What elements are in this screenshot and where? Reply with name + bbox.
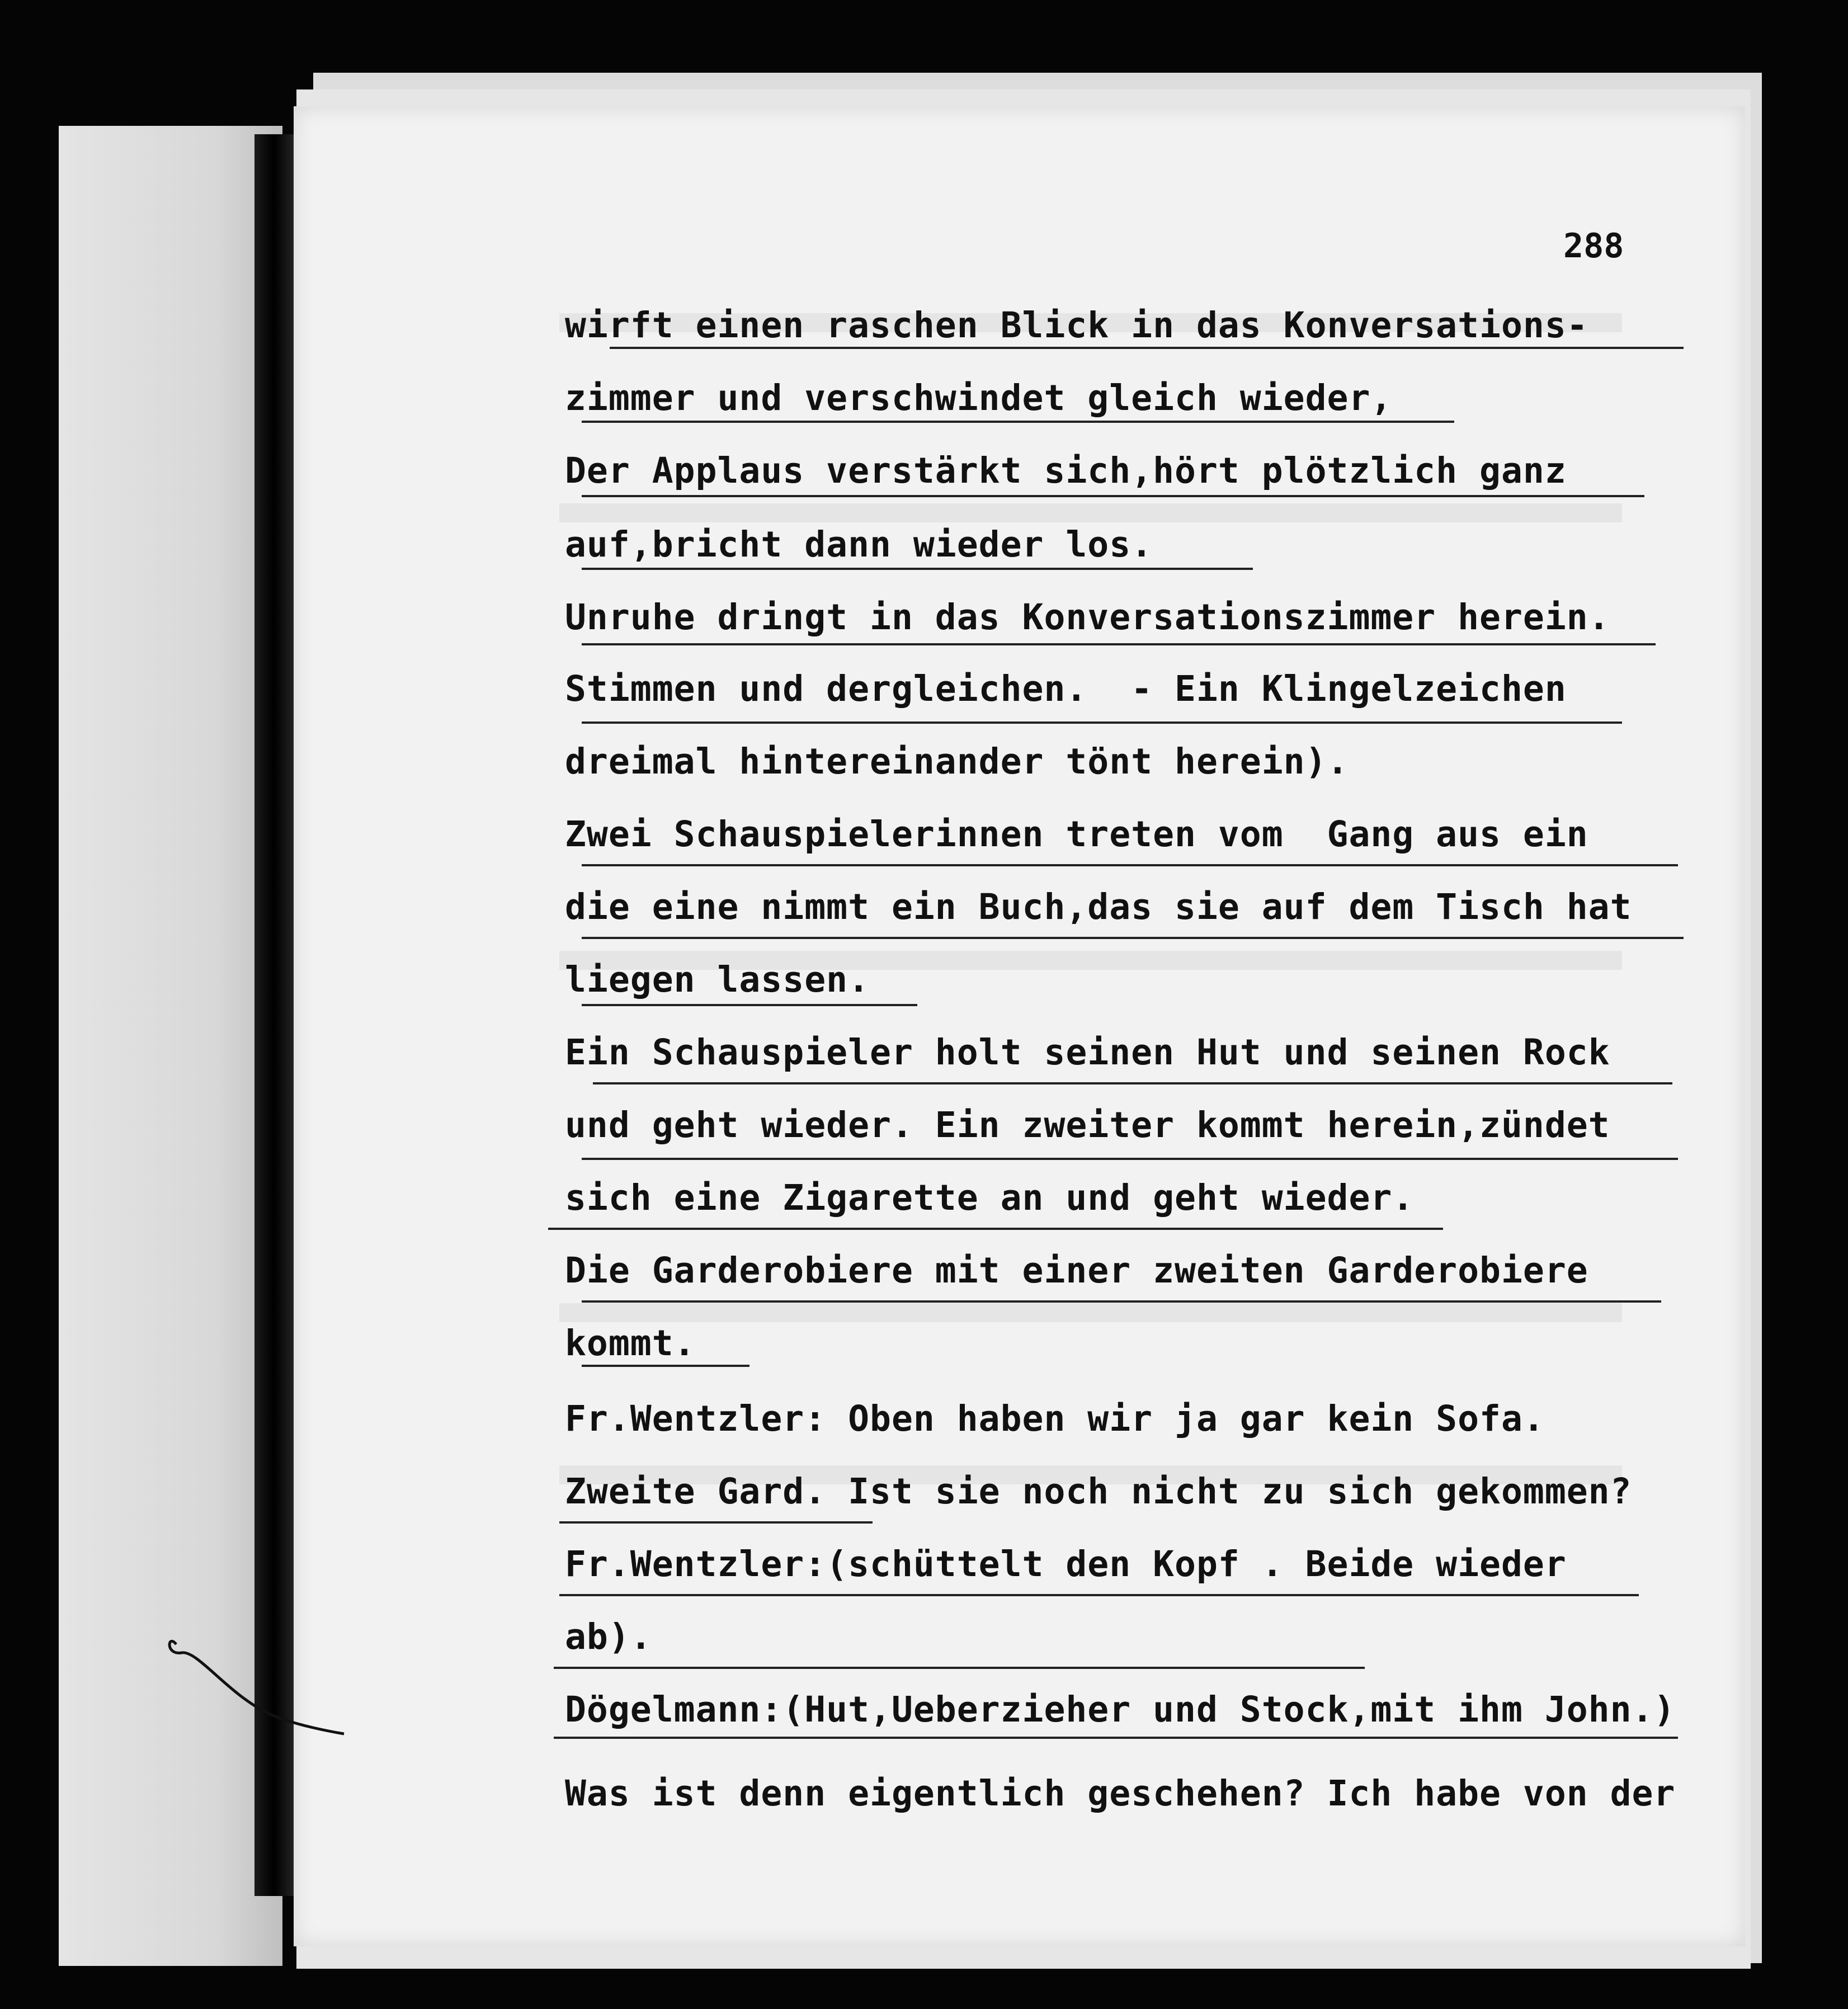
underline <box>559 1594 1639 1596</box>
text-line: Dögelmann:(Hut,Ueberzieher und Stock,mit ihm John.) <box>565 1689 1676 1730</box>
text-line: dreimal hintereinander tönt herein). <box>565 741 1349 782</box>
underline <box>582 568 1253 570</box>
text-line: auf,bricht dann wieder los. <box>565 524 1153 565</box>
text-line: Was ist denn eigentlich geschehen? Ich habe von der <box>565 1773 1676 1814</box>
text-line: Zweite Gard. Ist sie noch nicht zu sich gekommen? <box>565 1471 1632 1512</box>
text-line: Zwei Schauspielerinnen treten vom Gang aus ein <box>565 814 1588 855</box>
underline <box>582 421 1454 423</box>
text-line: liegen lassen. <box>565 959 870 1000</box>
text-line: Fr.Wentzler:(schüttelt den Kopf . Beide wieder <box>565 1544 1567 1584</box>
page-number: 288 <box>1563 227 1624 266</box>
underline <box>582 937 1684 939</box>
underline <box>554 1667 1365 1669</box>
underline <box>548 1228 1443 1230</box>
underline <box>582 1300 1661 1303</box>
text-line: Fr.Wentzler: Oben haben wir ja gar kein Sofa. <box>565 1398 1545 1439</box>
bleed-through <box>559 1303 1622 1322</box>
text-line: sich eine Zigarette an und geht wieder. <box>565 1177 1415 1218</box>
text-line: und geht wieder. Ein zweiter kommt herein,zündet <box>565 1105 1610 1145</box>
text-line: die eine nimmt ein Buch,das sie auf dem Tisch hat <box>565 886 1632 927</box>
underline <box>593 1082 1672 1084</box>
underline <box>582 1004 917 1006</box>
underline <box>582 1158 1678 1160</box>
text-line: kommt. <box>565 1323 696 1364</box>
underline <box>559 1521 873 1524</box>
text-line: Ein Schauspieler holt seinen Hut und seinen Rock <box>565 1032 1610 1073</box>
underline <box>582 643 1656 645</box>
bleed-through <box>559 503 1622 522</box>
pen-stroke-mark <box>165 1633 350 1745</box>
underline <box>582 721 1622 724</box>
text-line: wirft einen raschen Blick in das Konversations- <box>565 305 1588 346</box>
underline <box>582 1365 749 1367</box>
underline <box>554 1737 1678 1739</box>
underline <box>610 347 1684 349</box>
binding-shadow <box>254 134 294 1896</box>
underline <box>582 495 1644 497</box>
underline <box>582 864 1678 866</box>
text-line: zimmer und verschwindet gleich wieder, <box>565 378 1393 418</box>
text-line: ab). <box>565 1616 652 1657</box>
text-line: Der Applaus verstärkt sich,hört plötzlich ganz <box>565 450 1567 491</box>
text-line: Unruhe dringt in das Konversationszimmer herein. <box>565 597 1610 638</box>
text-line: Die Garderobiere mit einer zweiten Garderobiere <box>565 1250 1588 1291</box>
text-line: Stimmen und dergleichen. - Ein Klingelzeichen <box>565 668 1567 709</box>
